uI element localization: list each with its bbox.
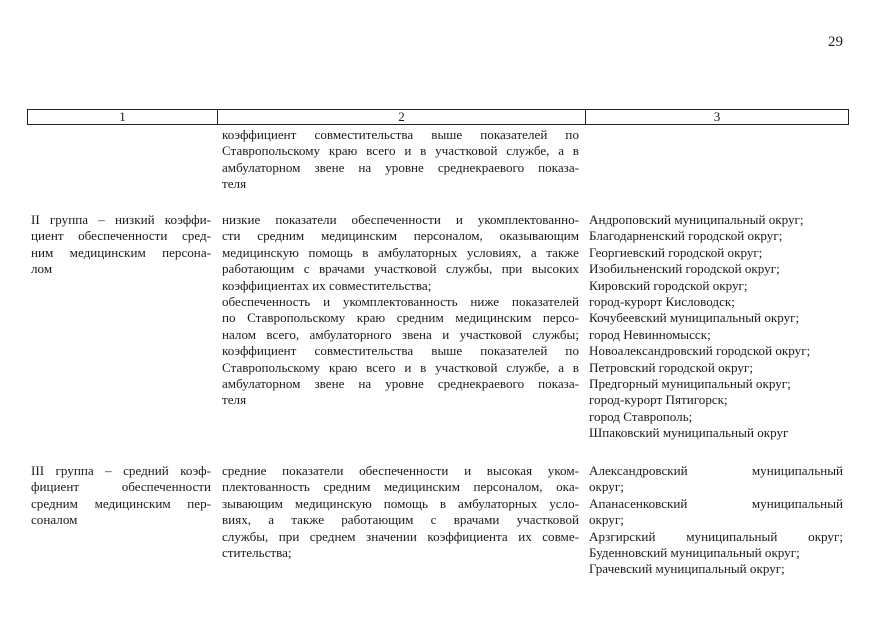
group3-description bbox=[222, 463, 579, 561]
page-number: 29 bbox=[828, 34, 843, 50]
text-line: низкие показатели обеспеченности и укомплектованно- bbox=[222, 212, 579, 227]
text-line: амбулаторном звене на уровне среднекраевого показа- bbox=[222, 159, 579, 175]
text-line: зывающим медицинскую помощь в амбулаторных усло- bbox=[222, 495, 579, 511]
text-line: сти средним медицинским персоналом, оказывающим bbox=[222, 228, 579, 244]
column-header-3: 3 bbox=[585, 110, 848, 124]
list-item: округ; bbox=[589, 512, 624, 528]
list-item: округ; bbox=[589, 479, 624, 495]
list-item: Андроповский муниципальный округ; bbox=[589, 212, 804, 227]
list-item: Кировский городской округ; bbox=[589, 277, 748, 293]
list-item: город Невинномысск; bbox=[589, 326, 711, 342]
list-item: Грачевский муниципальный округ; bbox=[589, 561, 785, 577]
column-header-2: 2 bbox=[217, 110, 585, 124]
list-item: город-курорт Пятигорск; bbox=[589, 392, 728, 408]
list-item: Буденновский муниципальный округ; bbox=[589, 545, 800, 561]
text-line: III группа – средний коэф- bbox=[31, 463, 211, 478]
text-line: коэффициент совместительства выше показателей по bbox=[222, 343, 579, 359]
text-line: медицинскую помощь в амбулаторных условиях, а также bbox=[222, 244, 579, 260]
group3-title bbox=[31, 463, 211, 529]
text-line: виях, а также работающим с врачами участковой bbox=[222, 512, 579, 528]
text-line: Ставропольскому краю всего и в участковой службе, а в bbox=[222, 359, 579, 375]
list-item: Арзгирский муниципальный округ; bbox=[589, 528, 843, 544]
text-line: Ставропольскому краю всего и в участковой службе, а в bbox=[222, 143, 579, 159]
text-line: налом всего, амбулаторного звена и участковой службы; bbox=[222, 326, 579, 342]
list-item: город-курорт Кисловодск; bbox=[589, 294, 735, 310]
text-line: теля bbox=[222, 392, 247, 408]
text-line: амбулаторном звене на уровне среднекраевого показа- bbox=[222, 376, 579, 392]
list-item: Александровский муниципальный bbox=[589, 463, 843, 478]
text-line: работающим с врачами участковой службы, при высоких bbox=[222, 261, 579, 277]
text-line: II группа – низкий коэффи- bbox=[31, 212, 211, 227]
list-item: город Ставрополь; bbox=[589, 408, 693, 424]
text-line: службы, при среднем значении коэффициента их совме- bbox=[222, 528, 579, 544]
text-line: ним медицинским персона- bbox=[31, 244, 211, 260]
column-header-1: 1 bbox=[119, 109, 126, 124]
group2-areas-list bbox=[589, 212, 843, 442]
list-item: Шпаковский муниципальный округ bbox=[589, 425, 789, 441]
text-line: средним медицинским пер- bbox=[31, 495, 211, 511]
group2-description bbox=[222, 212, 579, 409]
text-line: лом bbox=[31, 261, 53, 277]
table-header-row bbox=[27, 109, 849, 125]
text-line: стительства; bbox=[222, 545, 292, 561]
text-line: средние показатели обеспеченности и высокая уком- bbox=[222, 463, 579, 478]
text-line: соналом bbox=[31, 512, 78, 528]
list-item: Благодарненский городской округ; bbox=[589, 228, 783, 244]
text-line: обеспеченность и укомплектованность ниже показателей bbox=[222, 294, 579, 310]
text-line: теля bbox=[222, 176, 247, 192]
text-line: коэффициент совместительства выше показателей по bbox=[222, 127, 579, 142]
group2-title bbox=[31, 212, 211, 278]
list-item: Изобильненский городской округ; bbox=[589, 261, 780, 277]
list-item: Кочубеевский муниципальный округ; bbox=[589, 310, 800, 326]
list-item: Новоалександровский городской округ; bbox=[589, 343, 811, 359]
group3-areas-list bbox=[589, 463, 843, 578]
list-item: Петровский городской округ; bbox=[589, 359, 753, 375]
text-line: плектованность средним медицинским персоналом, ока- bbox=[222, 479, 579, 495]
text-line: фициент обеспеченности bbox=[31, 479, 211, 495]
text-line: коэффициентах их совместительства; bbox=[222, 277, 432, 293]
list-item: Предгорный муниципальный округ; bbox=[589, 376, 791, 392]
list-item: Георгиевский городской округ; bbox=[589, 244, 763, 260]
list-item: Апанасенковский муниципальный bbox=[589, 495, 843, 511]
text-line: по Ставропольскому краю средним медицинским персо- bbox=[222, 310, 579, 326]
text-line: циент обеспеченности сред- bbox=[31, 228, 211, 244]
continuation-cell bbox=[222, 127, 579, 193]
